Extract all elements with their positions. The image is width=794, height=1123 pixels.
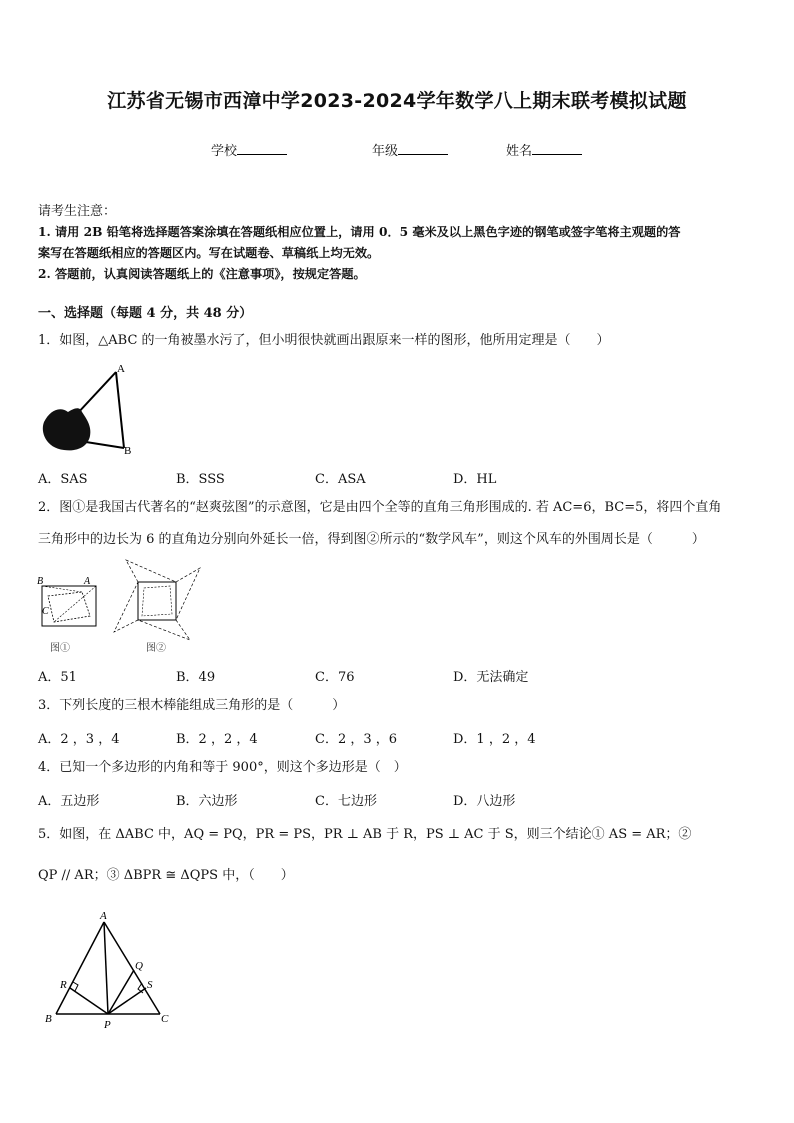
section-heading: 一、选择题（每题 4 分，共 48 分） <box>38 306 253 321</box>
q5-line-2: QP // AR；③ ΔBPR ≅ ΔQPS 中，（ ） <box>38 868 294 883</box>
q1-side-ab <box>116 372 124 448</box>
name-field <box>506 140 582 159</box>
fig1-label-c: C <box>42 606 49 617</box>
q5-seg-ps <box>108 988 146 1014</box>
q5-label-c: C <box>161 1013 169 1025</box>
grade-field <box>372 140 448 159</box>
q5-seg-ap <box>104 922 108 1014</box>
q3-text: 3．下列长度的三根木棒能组成三角形的是（ ） <box>38 698 346 713</box>
q5-right-angle-r <box>73 982 78 991</box>
fig1-inner-square <box>48 592 90 622</box>
q2-option-c[interactable]: C．76 <box>315 670 355 685</box>
q4-option-a[interactable]: A．五边形 <box>38 794 100 809</box>
fig2-center-square <box>138 582 176 620</box>
school-blank <box>237 142 287 155</box>
fig1-label-a: A <box>84 576 91 587</box>
q1-label-a: A <box>117 363 125 375</box>
q1-side-ac <box>76 372 116 415</box>
fig2-blade <box>176 568 200 620</box>
q5-label-s: S <box>147 979 153 991</box>
q5-label-a: A <box>100 910 107 922</box>
q1-option-a[interactable]: A．SAS <box>38 472 88 487</box>
fig2-inner-square <box>142 586 172 616</box>
q1-text: 1．如图，△ABC 的一角被墨水污了，但小明很快就画出跟原来一样的图形，他所用定理是（ ） <box>38 333 610 348</box>
q4-option-b[interactable]: B．六边形 <box>176 794 238 809</box>
page-title: 江苏省无锡市西漳中学2023-2024学年数学八上期末联考模拟试题 <box>107 90 687 112</box>
notice-heading: 请考生注意： <box>38 204 117 219</box>
q5-label-r: R <box>60 979 67 991</box>
q2-figure-2 <box>108 556 204 656</box>
q2-option-a[interactable]: A．51 <box>38 670 77 685</box>
ink-blot <box>43 408 91 450</box>
q5-side-ab <box>56 922 104 1014</box>
q5-label-q: Q <box>135 960 143 972</box>
q5-figure <box>40 906 180 1034</box>
name-blank <box>532 142 582 155</box>
q1-option-b[interactable]: B．SSS <box>176 472 225 487</box>
q5-line-1: 5．如图，在 ΔABC 中，AQ = PQ，PR = PS，PR ⊥ AB 于 R，PS ⊥ AC 于 S，则三个结论① AS = AR；② <box>38 827 692 842</box>
fig2-caption: 图② <box>146 643 166 654</box>
name-label: 姓名 <box>506 144 533 159</box>
q1-label-b: B <box>124 445 132 457</box>
q2-line-2: 三角形中的边长为 6 的直角边分别向外延长一倍，得到图②所示的“数学风车”，则这个风车的外围周长是（ ） <box>38 532 705 547</box>
notice-line-1a: 1. 请用 2B 铅笔将选择题答案涂填在答题纸相应位置上，请用 0．5 毫米及以上黑色字迹的钢笔或签字笔将主观题的答 <box>38 225 681 239</box>
q5-seg-pr <box>70 988 108 1014</box>
fig2-blade <box>114 582 138 632</box>
q5-seg-pq <box>108 970 134 1014</box>
fig1-dash <box>54 586 96 622</box>
q4-text: 4．已知一个多边形的内角和等于 900°，则这个多边形是（ ） <box>38 760 407 775</box>
q2-option-d[interactable]: D．无法确定 <box>453 670 529 685</box>
notice-line-2: 2. 答题前，认真阅读答题纸上的《注意事项》，按规定答题。 <box>38 267 366 281</box>
q3-option-b[interactable]: B．2 ，2 ，4 <box>176 732 258 747</box>
q1-option-d[interactable]: D．HL <box>453 472 497 487</box>
q1-figure <box>36 360 146 460</box>
q5-label-b: B <box>45 1013 52 1025</box>
q3-option-c[interactable]: C．2 ，3 ，6 <box>315 732 398 747</box>
q2-figure-1 <box>34 572 104 656</box>
fig1-dash <box>42 586 82 592</box>
school-field <box>211 140 287 159</box>
q4-option-d[interactable]: D．八边形 <box>453 794 516 809</box>
fig1-label-b: B <box>37 576 44 587</box>
notice-line-1b: 案写在答题纸相应的答题区内。写在试题卷、草稿纸上均无效。 <box>38 246 380 260</box>
q5-side-ac <box>104 922 160 1014</box>
q4-option-c[interactable]: C．七边形 <box>315 794 377 809</box>
fig1-caption: 图① <box>50 643 70 654</box>
q2-line-1: 2．图①是我国古代著名的“赵爽弦图”的示意图，它是由四个全等的直角三角形围成的. 若 AC=6，BC=5，将四个直角 <box>38 500 722 515</box>
grade-blank <box>398 142 448 155</box>
q1-option-c[interactable]: C．ASA <box>315 472 366 487</box>
school-label: 学校 <box>211 144 238 159</box>
fig2-blade <box>138 620 190 640</box>
q5-label-p: P <box>104 1019 111 1031</box>
fig2-blade <box>126 560 176 582</box>
grade-label: 年级 <box>372 144 399 159</box>
q3-option-a[interactable]: A．2 ，3 ，4 <box>38 732 120 747</box>
q3-option-d[interactable]: D．1 ，2 ，4 <box>453 732 536 747</box>
q2-option-b[interactable]: B．49 <box>176 670 216 685</box>
q1-side-bc <box>86 442 124 448</box>
